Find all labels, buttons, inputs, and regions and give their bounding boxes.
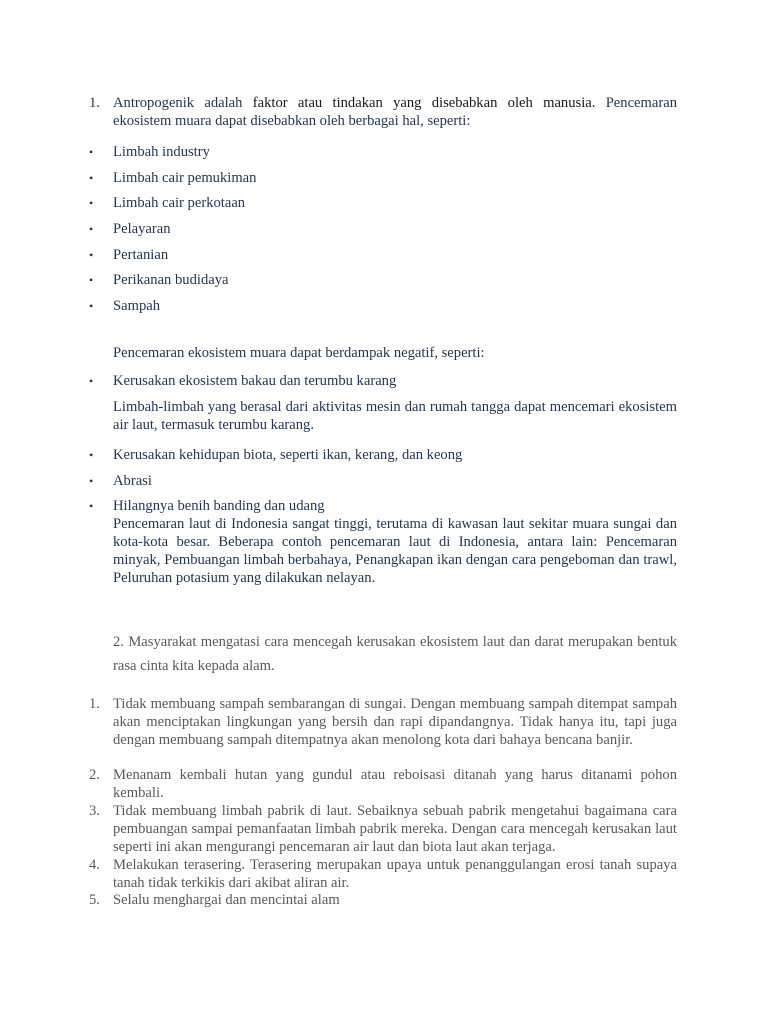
list-item: Perikanan budidaya <box>113 272 229 288</box>
list-item: Limbah cair pemukiman <box>113 170 257 186</box>
list-item: Pelayaran <box>113 221 171 237</box>
list-item: Selalu menghargai dan mencintai alam <box>113 892 340 908</box>
bullet-icon: • <box>89 299 94 313</box>
list-item: Hilangnya benih banding dan udang <box>113 498 325 514</box>
list-item: Kerusakan kehidupan biota, seperti ikan, kerang, dan keong <box>113 447 463 463</box>
bullet-icon: • <box>89 248 94 262</box>
intro-continued: Pencemaran ekosistem muara dapat disebabkan oleh berbagai hal, seperti: <box>113 95 677 129</box>
definition-text: faktor atau tindakan yang disebabkan oleh manusia. <box>242 95 606 111</box>
bullet-icon: • <box>89 499 94 513</box>
bullet-icon: • <box>89 448 94 462</box>
list-item: Tidak membuang limbah pabrik di laut. Sebaiknya sebuah pabrik mengetahui bagaimana cara pembuangan sampai pemanfaatan limbah pabrik mereka. Dengan cara mencegah kerusakan laut seperti ini akan mengurangi pencemaran air laut dan biota laut akan terjaga. <box>113 803 677 855</box>
term-adalah: adalah <box>194 95 243 111</box>
list-number: 1. <box>89 696 100 712</box>
bullet-icon: • <box>89 273 94 287</box>
bullet-icon: • <box>89 374 94 388</box>
impact-intro: Pencemaran ekosistem muara dapat berdampak negatif, seperti: <box>113 345 485 361</box>
list-number: 5. <box>89 892 100 908</box>
list-number: 3. <box>89 803 100 819</box>
impact-detail: Limbah-limbah yang berasal dari aktivitas mesin dan rumah tangga dapat mencemari ekosistem air laut, termasuk terumbu karang. <box>113 399 677 433</box>
list-item: Pertanian <box>113 247 169 263</box>
list-item: Limbah industry <box>113 144 210 160</box>
list-item: Limbah cair perkotaan <box>113 195 246 211</box>
bullet-icon: • <box>89 474 94 488</box>
list-item: Tidak membuang sampah sembarangan di sungai. Dengan membuang sampah ditempat sampah akan menciptakan lingkungan yang bersih dan rapi dipandangnya. Tidak hanya itu, tapi juga dengan membuang sampah ditempatnya akan menolong kota dari bahaya bencana banjir. <box>113 696 677 748</box>
list-item: Kerusakan ekosistem bakau dan terumbu karang <box>113 373 397 389</box>
list-item: Melakukan terasering. Terasering merupakan upaya untuk penanggulangan erosi tanah supaya tanah tidak terkikis dari akibat aliran air. <box>113 857 677 891</box>
bullet-icon: • <box>89 196 94 210</box>
list-number: 1. <box>89 95 100 111</box>
bullet-icon: • <box>89 145 94 159</box>
term-antropogenik: Antropogenik <box>113 95 195 111</box>
bullet-icon: • <box>89 171 94 185</box>
closing-paragraph: Pencemaran laut di Indonesia sangat tinggi, terutama di kawasan laut sekitar muara sungai dan kota-kota besar. Beberapa contoh pencemaran laut di Indonesia, antara lain: Pencemaran minyak, Pembuangan limbah berbahaya, Penangkapan ikan dengan cara pengeboman dan trawl, Peluruhan potasium yang dilakukan nelayan. <box>113 516 677 586</box>
bullet-icon: • <box>89 222 94 236</box>
list-number: 2. <box>89 767 100 783</box>
list-item: Menanam kembali hutan yang gundul atau reboisasi ditanah yang harus ditanami pohon kembali. <box>113 767 677 801</box>
section2-intro: 2. Masyarakat mengatasi cara mencegah kerusakan ekosistem laut dan darat merupakan bentuk rasa cinta kita kepada alam. <box>113 634 677 674</box>
list-item: Abrasi <box>113 473 152 489</box>
section1-intro <box>113 94 677 130</box>
list-item: Sampah <box>113 298 161 314</box>
list-number: 4. <box>89 857 100 873</box>
